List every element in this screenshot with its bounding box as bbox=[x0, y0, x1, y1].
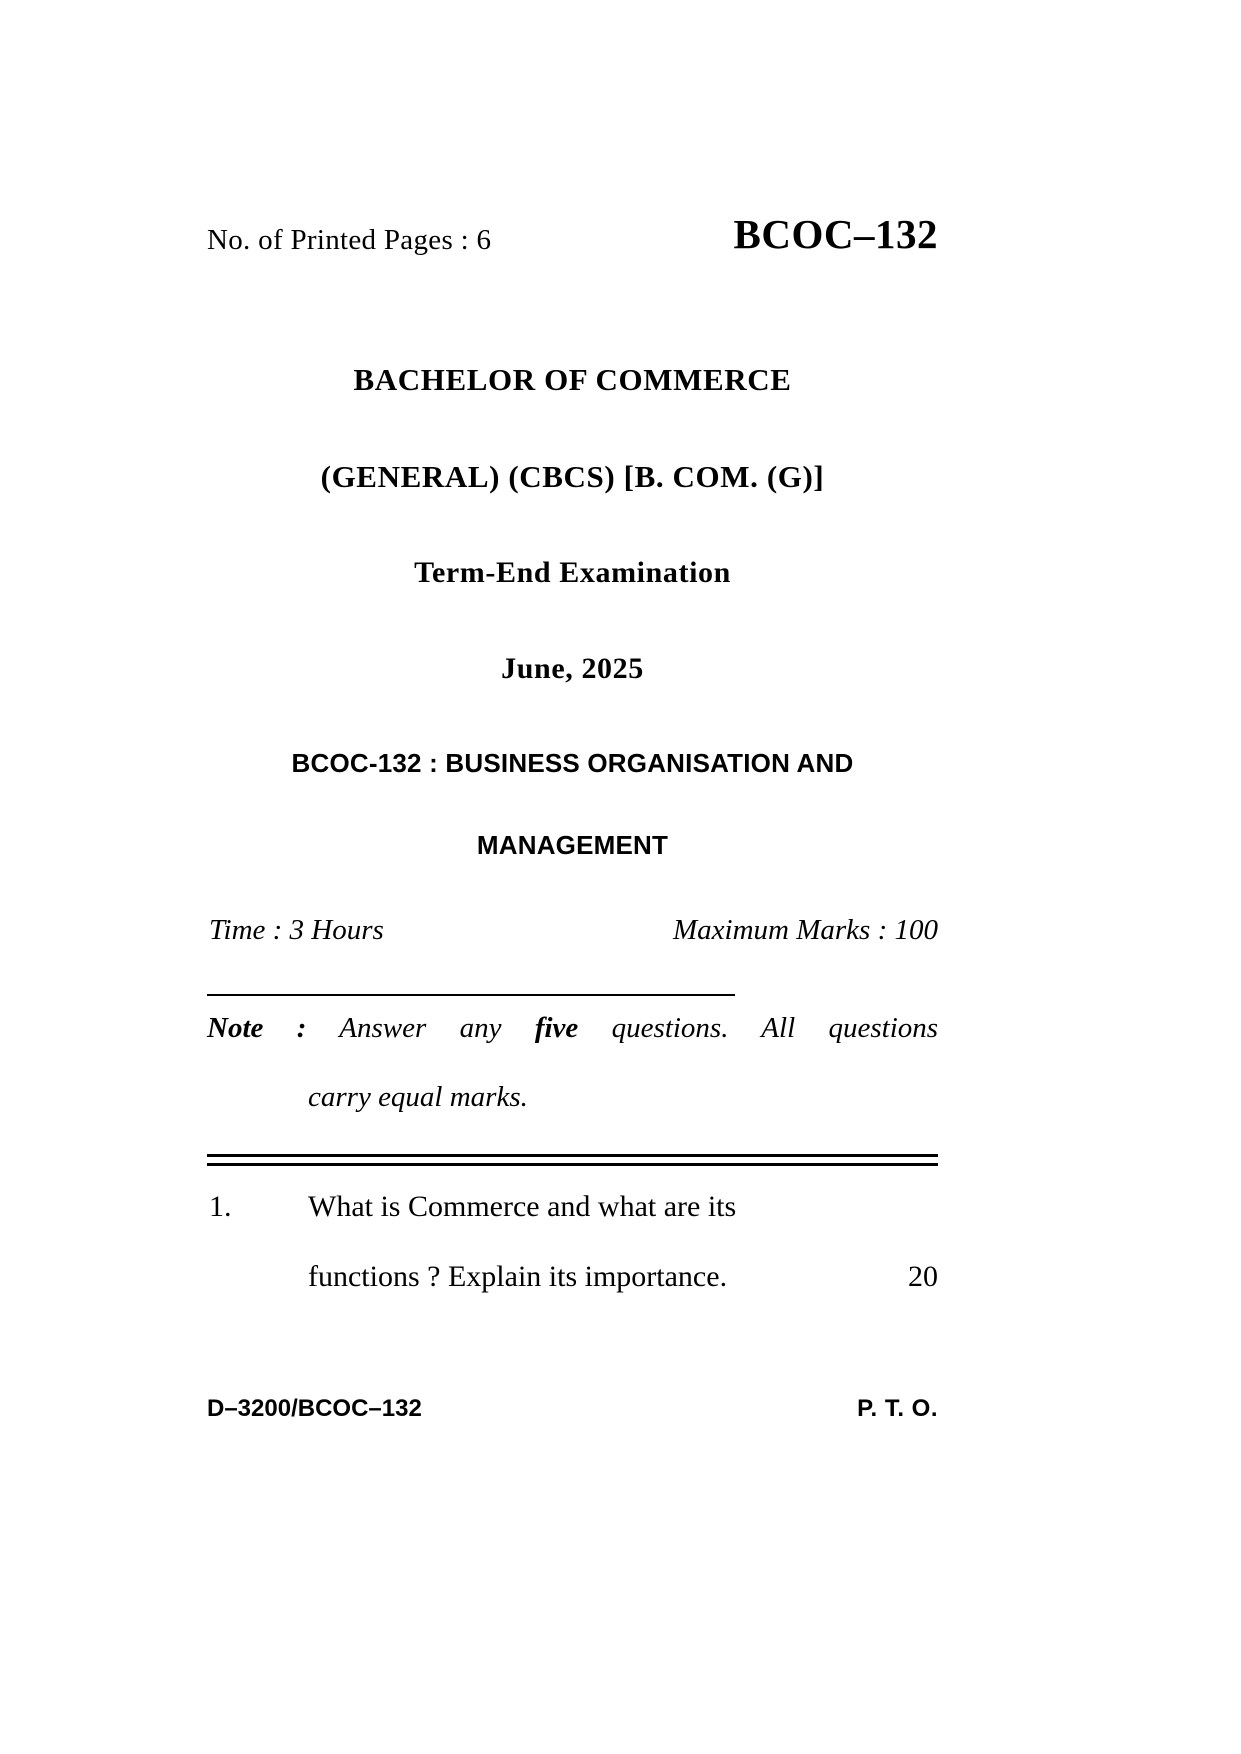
title-block bbox=[207, 364, 938, 684]
printed-pages-label: No. of Printed Pages : 6 bbox=[207, 224, 492, 256]
time-allowed: Time : 3 Hours bbox=[209, 914, 384, 946]
note-line-1 bbox=[207, 1014, 938, 1043]
note-emphasis: five bbox=[534, 1012, 579, 1044]
subject-title-line-2: MANAGEMENT bbox=[476, 830, 669, 860]
programme-title: (GENERAL) (CBCS) [B. COM. (G)] bbox=[320, 459, 825, 494]
page-header bbox=[207, 210, 938, 280]
question-number: 1. bbox=[209, 1190, 232, 1223]
note-label: Note : bbox=[207, 1012, 307, 1044]
question-text-line-2: functions ? Explain its importance. bbox=[308, 1260, 728, 1293]
note-block bbox=[207, 1014, 938, 1112]
exam-info-row bbox=[207, 914, 938, 954]
note-text-before: Answer any bbox=[339, 1012, 502, 1044]
question-line-1 bbox=[207, 1192, 938, 1222]
questions-top-divider bbox=[207, 1154, 938, 1166]
examination-type: Term-End Examination bbox=[414, 556, 731, 589]
subject-title-line-1: BCOC-132 : BUSINESS ORGANISATION AND bbox=[291, 748, 854, 778]
page-content bbox=[207, 0, 938, 1296]
examination-session: June, 2025 bbox=[501, 652, 644, 685]
course-code: BCOC–132 bbox=[733, 211, 938, 257]
footer-pto-label: P. T. O. bbox=[857, 1395, 938, 1422]
maximum-marks: Maximum Marks : 100 bbox=[673, 914, 938, 946]
footer-paper-id: D–3200/BCOC–132 bbox=[207, 1395, 422, 1422]
degree-title: BACHELOR OF COMMERCE bbox=[353, 362, 792, 397]
note-line-2: carry equal marks. bbox=[308, 1081, 528, 1113]
question-line-2 bbox=[207, 1262, 938, 1296]
question-text-line-1: What is Commerce and what are its bbox=[308, 1190, 737, 1223]
page-footer bbox=[207, 1395, 938, 1429]
note-text-after: questions. All questions bbox=[611, 1012, 939, 1044]
subject-title bbox=[207, 750, 938, 858]
note-top-divider bbox=[207, 994, 735, 996]
question-marks: 20 bbox=[908, 1260, 938, 1293]
question-item bbox=[207, 1192, 938, 1296]
